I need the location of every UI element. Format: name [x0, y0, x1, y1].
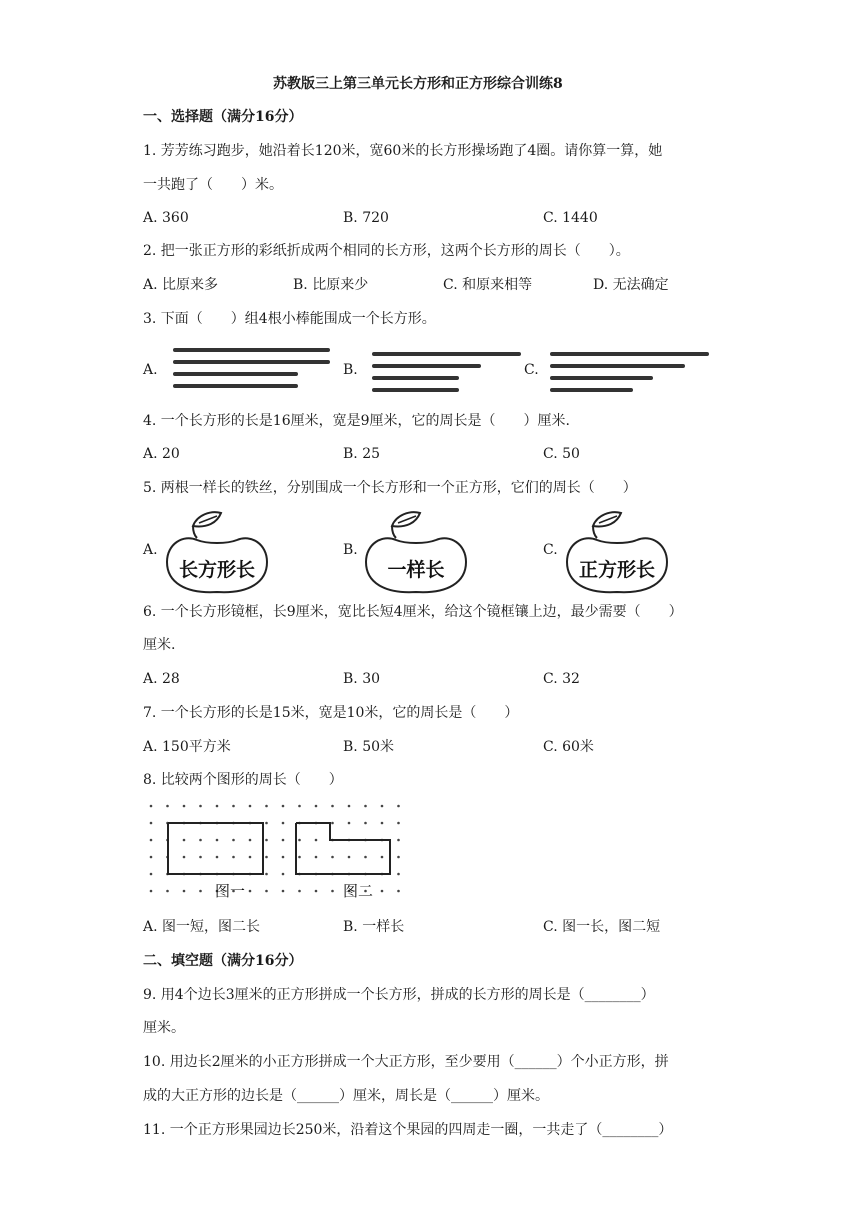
grid-dot [282, 873, 285, 876]
grid-dot [199, 839, 202, 842]
grid-dot [265, 839, 268, 842]
grid-dot [282, 856, 285, 859]
grid-dot [183, 856, 186, 859]
grid-dot [249, 856, 252, 859]
figure-1-rectangle [168, 823, 263, 874]
grid-dot [397, 839, 400, 842]
apple-a-label: 长方形长 [178, 559, 256, 581]
grid-dot [381, 822, 384, 825]
grid-dot [199, 856, 202, 859]
grid-dot [150, 805, 153, 808]
apple-b-label: 一样长 [387, 559, 445, 581]
figure-1-label: 图一 [214, 882, 246, 900]
grid-dot [331, 890, 334, 893]
grid-dot [265, 856, 268, 859]
grid-dot [381, 890, 384, 893]
figure-2-label: 图二 [342, 882, 374, 900]
dot-grid-figures [143, 802, 413, 902]
grid-dot [216, 839, 219, 842]
grid-dot [282, 839, 285, 842]
question-11-line-1: 11. 一个正方形果园边长250米，沿着这个果园的四周走一圈，一共走了（________） [143, 1122, 673, 1138]
question-10-line-2: 成的大正方形的边长是（______）厘米，周长是（______）厘米。 [143, 1088, 549, 1104]
grid-dot [232, 839, 235, 842]
q7-option-a[interactable]: A. 150平方米 [143, 739, 231, 755]
grid-dot [315, 839, 318, 842]
grid-dot [397, 822, 400, 825]
sticks-group-b [371, 350, 523, 394]
grid-dot [397, 873, 400, 876]
apple-b [362, 510, 470, 596]
question-3-text: 3. 下面（ ）组4根小棒能围成一个长方形。 [143, 311, 436, 327]
q1-option-c[interactable]: C. 1440 [543, 210, 598, 226]
grid-dot [397, 805, 400, 808]
grid-dot [199, 890, 202, 893]
question-6-line-1: 6. 一个长方形镜框，长9厘米，宽比长短4厘米，给这个镜框镶上边，最少需要（ ） [143, 604, 683, 620]
question-1-line-2: 一共跑了（ ）米。 [143, 177, 283, 193]
sticks-group-a [172, 346, 332, 392]
grid-dot [381, 805, 384, 808]
q1-option-b[interactable]: B. 720 [343, 210, 389, 226]
question-7-text: 7. 一个长方形的长是15米，宽是10米，它的周长是（ ） [143, 705, 519, 721]
grid-dot [331, 822, 334, 825]
grid-dot [249, 890, 252, 893]
grid-dot [364, 856, 367, 859]
grid-dot [249, 839, 252, 842]
grid-dot [348, 856, 351, 859]
question-9-line-2: 厘米。 [143, 1020, 185, 1036]
grid-dot [397, 890, 400, 893]
q4-option-a[interactable]: A. 20 [143, 446, 180, 462]
q7-option-b[interactable]: B. 50米 [343, 739, 395, 755]
q5-option-c[interactable]: C. [543, 542, 558, 558]
question-9-line-1: 9. 用4个边长3厘米的正方形拼成一个长方形，拼成的长方形的周长是（________） [143, 987, 655, 1003]
sticks-group-c [549, 350, 711, 394]
question-8-text: 8. 比较两个图形的周长（ ） [143, 772, 343, 788]
q3-option-b[interactable]: B. [343, 362, 358, 378]
q2-option-a[interactable]: A. 比原来多 [143, 277, 219, 293]
question-1-line-1: 1. 芳芳练习跑步，她沿着长120米，宽60米的长方形操场跑了4圈。请你算一算，她 [143, 143, 663, 159]
grid-dot [315, 856, 318, 859]
q8-option-c[interactable]: C. 图一长，图二短 [543, 919, 661, 935]
grid-dot [150, 822, 153, 825]
q1-option-a[interactable]: A. 360 [143, 210, 189, 226]
grid-dot [150, 839, 153, 842]
q2-option-d[interactable]: D. 无法确定 [593, 277, 669, 293]
grid-dot [249, 805, 252, 808]
section-heading-fill: 二、填空题（满分16分） [143, 953, 303, 969]
grid-dot [331, 856, 334, 859]
apple-a [163, 510, 271, 596]
grid-dot [364, 822, 367, 825]
q4-option-b[interactable]: B. 25 [343, 446, 381, 462]
grid-dot [265, 873, 268, 876]
grid-dot [348, 822, 351, 825]
grid-dot [265, 890, 268, 893]
grid-dot [199, 805, 202, 808]
grid-dot [232, 856, 235, 859]
grid-dot [265, 805, 268, 808]
grid-dot [183, 839, 186, 842]
question-6-line-2: 厘米. [143, 637, 176, 653]
question-10-line-1: 10. 用边长2厘米的小正方形拼成一个大正方形，至少要用（______）个小正方形，拼 [143, 1054, 669, 1070]
grid-dot [298, 839, 301, 842]
q8-option-a[interactable]: A. 图一短，图二长 [143, 919, 261, 935]
q5-option-b[interactable]: B. [343, 542, 358, 558]
q6-option-a[interactable]: A. 28 [143, 671, 180, 687]
page-title: 苏教版三上第三单元长方形和正方形综合训练8 [273, 76, 563, 92]
grid-dot [315, 890, 318, 893]
grid-dot [381, 856, 384, 859]
q2-option-c[interactable]: C. 和原来相等 [443, 277, 533, 293]
q7-option-c[interactable]: C. 60米 [543, 739, 594, 755]
q2-option-b[interactable]: B. 比原来少 [293, 277, 369, 293]
section-heading-choice: 一、选择题（满分16分） [143, 109, 303, 125]
grid-dot [282, 805, 285, 808]
apple-c-label: 正方形长 [578, 559, 656, 581]
grid-dot [150, 856, 153, 859]
q3-option-a[interactable]: A. [143, 362, 158, 378]
grid-dot [282, 822, 285, 825]
grid-dot [183, 890, 186, 893]
grid-dot [298, 856, 301, 859]
grid-dot [348, 805, 351, 808]
question-4-text: 4. 一个长方形的长是16厘米，宽是9厘米，它的周长是（ ）厘米. [143, 413, 570, 429]
grid-dot [364, 805, 367, 808]
grid-dot [397, 856, 400, 859]
grid-dot [298, 890, 301, 893]
q3-option-c[interactable]: C. [524, 362, 539, 378]
grid-dot [150, 873, 153, 876]
question-5-text: 5. 两根一样长的铁丝，分别围成一个长方形和一个正方形，它们的周长（ ） [143, 480, 637, 496]
grid-dot [166, 890, 169, 893]
grid-dot [216, 856, 219, 859]
q6-option-b[interactable]: B. 30 [343, 671, 381, 687]
figure-2-shape [296, 823, 390, 874]
q4-option-c[interactable]: C. 50 [543, 446, 580, 462]
q6-option-c[interactable]: C. 32 [543, 671, 580, 687]
grid-dot [183, 805, 186, 808]
grid-dot [331, 805, 334, 808]
question-2-text: 2. 把一张正方形的彩纸折成两个相同的长方形，这两个长方形的周长（ ）。 [143, 243, 630, 259]
q8-option-b[interactable]: B. 一样长 [343, 919, 405, 935]
grid-dot [232, 805, 235, 808]
grid-dot [265, 822, 268, 825]
grid-dot [150, 890, 153, 893]
grid-dot [166, 805, 169, 808]
q5-option-a[interactable]: A. [143, 542, 158, 558]
grid-dot [315, 805, 318, 808]
grid-dot [216, 805, 219, 808]
grid-dot [298, 805, 301, 808]
grid-dot [282, 890, 285, 893]
apple-c [563, 510, 671, 596]
